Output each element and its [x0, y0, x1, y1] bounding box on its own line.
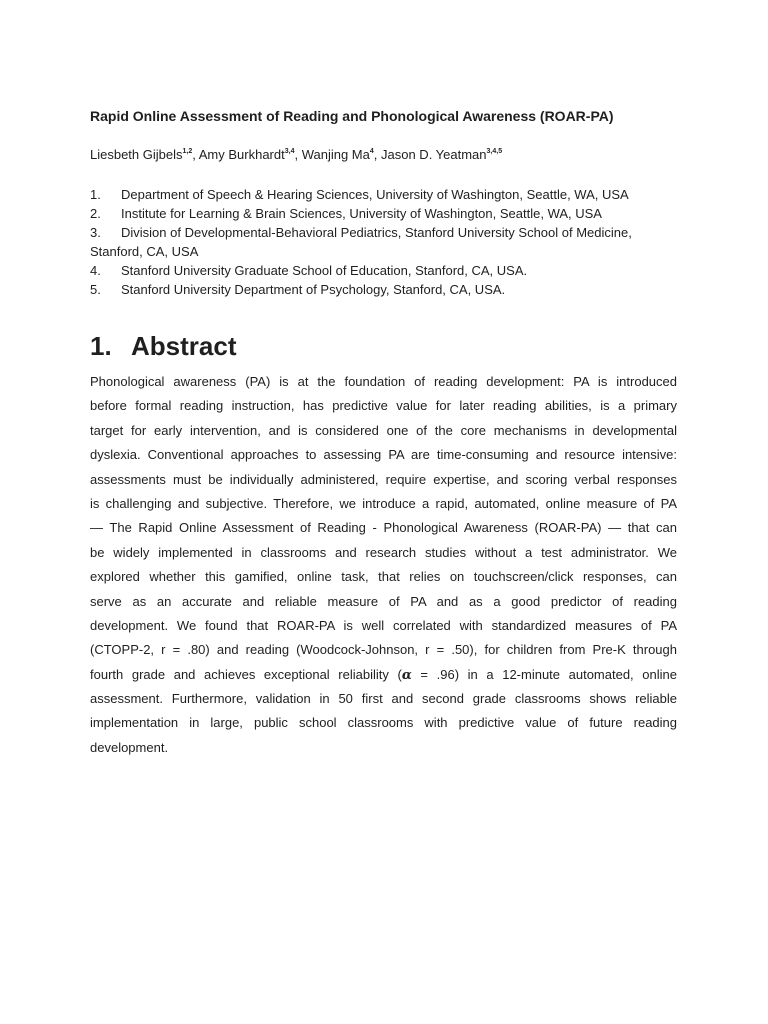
abstract-line: assessments must be individually administered, require expertise, and scoring verbal responses — [90, 471, 677, 487]
author-name: Amy Burkhardt — [198, 147, 285, 162]
affiliation-text: Division of Developmental-Behavioral Pediatrics, Stanford University School of Medicine, Stanford, CA, USA — [90, 225, 632, 259]
affiliation-item — [90, 185, 677, 204]
affiliation-item — [90, 223, 677, 261]
abstract-line: target for early intervention, and is considered one of the core mechanisms in developmental — [90, 422, 677, 438]
abstract-line: assessment. Furthermore, validation in 50 first and second grade classrooms shows reliable — [90, 691, 677, 707]
affiliation-number: 2. — [90, 206, 101, 221]
paper-title: Rapid Online Assessment of Reading and Phonological Awareness (ROAR-PA) — [90, 108, 614, 124]
abstract-line: (CTOPP-2, r = .80) and reading (Woodcock-Johnson, r = .50), for children from Pre-K through — [90, 642, 677, 658]
author-affiliation-sup: 3,4,5 — [486, 148, 503, 155]
abstract-paragraph — [90, 370, 677, 760]
affiliation-list — [90, 185, 677, 299]
abstract-line-suffix: = .96) in a 12-minute automated, online — [411, 666, 677, 682]
section-number: 1. — [90, 331, 112, 361]
author-affiliation-sup: 3,4 — [284, 148, 295, 155]
affiliation-text: Institute for Learning & Brain Sciences, University of Washington, Seattle, WA, USA — [121, 206, 602, 221]
section-heading — [90, 330, 236, 362]
affiliation-text: Stanford University Department of Psychology, Stanford, CA, USA. — [121, 282, 506, 297]
abstract-line: Phonological awareness (PA) is at the foundation of reading development: PA is introduced — [90, 374, 677, 389]
affiliation-text: Stanford University Graduate School of Education, Stanford, CA, USA. — [121, 263, 528, 278]
abstract-line: serve as an accurate and reliable measure of PA and as a good predictor of reading — [90, 593, 677, 609]
abstract-line: be widely implemented in classrooms and research studies without a test administrator. We — [90, 544, 677, 560]
abstract-line: development. — [90, 739, 169, 755]
abstract-line: — The Rapid Online Assessment of Reading - Phonological Awareness (ROAR-PA) — that can — [90, 520, 677, 536]
abstract-line-prefix: fourth grade and achieves exceptional reliability ( — [90, 666, 402, 682]
abstract-line: development. We found that ROAR-PA is well correlated with standardized measures of PA — [90, 617, 677, 633]
section-title: Abstract — [131, 331, 237, 361]
alpha-symbol: α — [401, 667, 412, 683]
abstract-line: explored whether this gamified, online task, that relies on touchscreen/click responses, can — [90, 569, 677, 585]
affiliation-number: 1. — [90, 187, 101, 202]
abstract-line-with-alpha — [90, 663, 677, 687]
author-name: Jason D. Yeatman — [381, 147, 487, 162]
author-name: Wanjing Ma — [301, 147, 370, 162]
abstract-line: implementation in large, public school classrooms with predictive value of future reading — [90, 715, 677, 731]
abstract-line: before formal reading instruction, has predictive value for later reading abilities, is a primary — [90, 398, 677, 414]
author-list: Liesbeth Gijbels$^{1,2}$, Amy Burkhardt$^{3,4}$, Wanjing Ma$^4$, Jason D. Yeatman$^{3,4,5}$ — [90, 147, 503, 162]
author-name: Liesbeth Gijbels — [90, 147, 183, 162]
affiliation-number: 5. — [90, 282, 101, 297]
abstract-line: is challenging and subjective. Therefore, we introduce a rapid, automated, online measure of PA — [90, 495, 677, 511]
affiliation-text: Department of Speech & Hearing Sciences, University of Washington, Seattle, WA, USA — [121, 187, 629, 202]
author-affiliation-sup: 1,2 — [182, 148, 193, 155]
affiliation-item — [90, 261, 677, 280]
affiliation-number: 4. — [90, 263, 101, 278]
abstract-line: dyslexia. Conventional approaches to assessing PA are time-consuming and resource intensive: — [90, 447, 677, 463]
author-affiliation-sup: 4 — [369, 148, 374, 155]
affiliation-item — [90, 204, 677, 223]
affiliation-number: 3. — [90, 225, 101, 240]
affiliation-item — [90, 280, 677, 299]
